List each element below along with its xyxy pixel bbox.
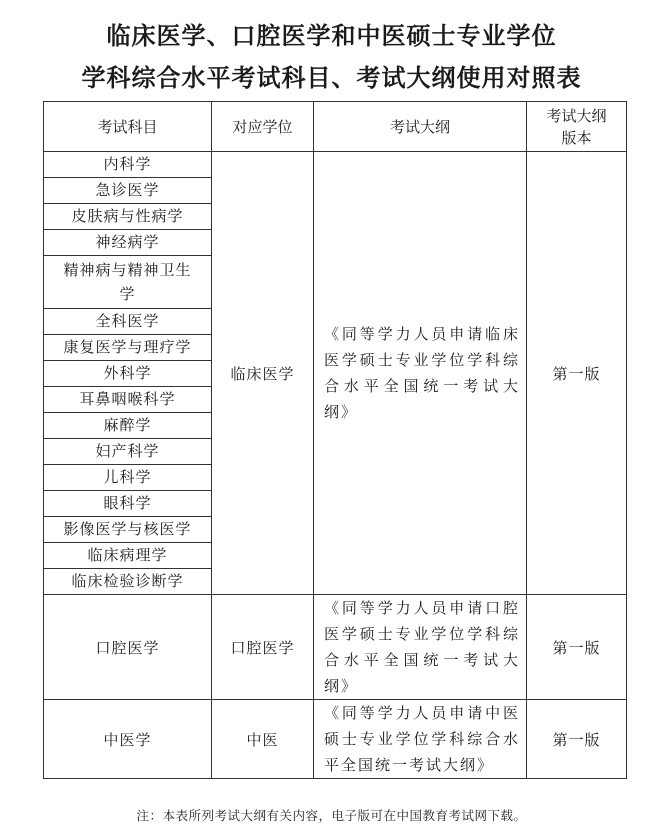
subject-cell: 皮肤病与性病学	[44, 204, 212, 230]
dental-version-cell: 第一版	[527, 595, 627, 700]
subject-cell: 急诊医学	[44, 178, 212, 204]
subject-cell: 麻醉学	[44, 413, 212, 439]
tcm-subject-cell: 中医学	[44, 700, 212, 779]
subject-cell: 临床病理学	[44, 543, 212, 569]
subject-cell: 影像医学与核医学	[44, 517, 212, 543]
subject-cell: 神经病学	[44, 230, 212, 256]
header-version-text: 考试大纲版本	[546, 106, 607, 147]
title-line-2: 学科综合水平考试科目、考试大纲使用对照表	[81, 64, 582, 92]
tcm-syllabus-cell: 《同等学力人员申请中医硕士专业学位学科综合水平全国统一考试大纲》	[314, 700, 527, 779]
header-degree: 对应学位	[212, 102, 314, 152]
subject-cell: 外科学	[44, 361, 212, 387]
clinical-version-cell: 第一版	[527, 152, 627, 595]
table-row	[44, 152, 627, 178]
subject-cell	[44, 256, 212, 309]
header-version	[527, 102, 627, 152]
dental-degree-cell: 口腔医学	[212, 595, 314, 700]
clinical-degree-cell: 临床医学	[212, 152, 314, 595]
subject-cell: 全科医学	[44, 309, 212, 335]
table-row	[44, 700, 627, 779]
subject-cell: 儿科学	[44, 465, 212, 491]
subject-cell: 康复医学与理疗学	[44, 335, 212, 361]
exam-subject-table	[43, 101, 627, 779]
tcm-degree-cell: 中医	[212, 700, 314, 779]
subject-cell: 眼科学	[44, 491, 212, 517]
header-syllabus: 考试大纲	[314, 102, 527, 152]
tcm-version-cell: 第一版	[527, 700, 627, 779]
header-row	[44, 102, 627, 152]
header-subject: 考试科目	[44, 102, 212, 152]
subject-cell: 耳鼻咽喉科学	[44, 387, 212, 413]
dental-syllabus-cell: 《同等学力人员申请口腔医学硕士专业学位学科综合水平全国统一考试大纲》	[314, 595, 527, 700]
table-row	[44, 595, 627, 700]
subject-cell: 内科学	[44, 152, 212, 178]
clinical-syllabus-cell: 《同等学力人员申请临床医学硕士专业学位学科综合水平全国统一考试大纲》	[314, 152, 527, 595]
dental-subject-cell: 口腔医学	[44, 595, 212, 700]
footnote: 注：本表所列考试大纲有关内容，电子版可在中国教育考试网下载。	[136, 808, 527, 823]
subject-cell: 妇产科学	[44, 439, 212, 465]
title-line-1: 临床医学、口腔医学和中医硕士专业学位	[106, 22, 557, 50]
subject-cell: 临床检验诊断学	[44, 569, 212, 595]
subject-text: 精神病与精神卫生学	[63, 261, 192, 303]
